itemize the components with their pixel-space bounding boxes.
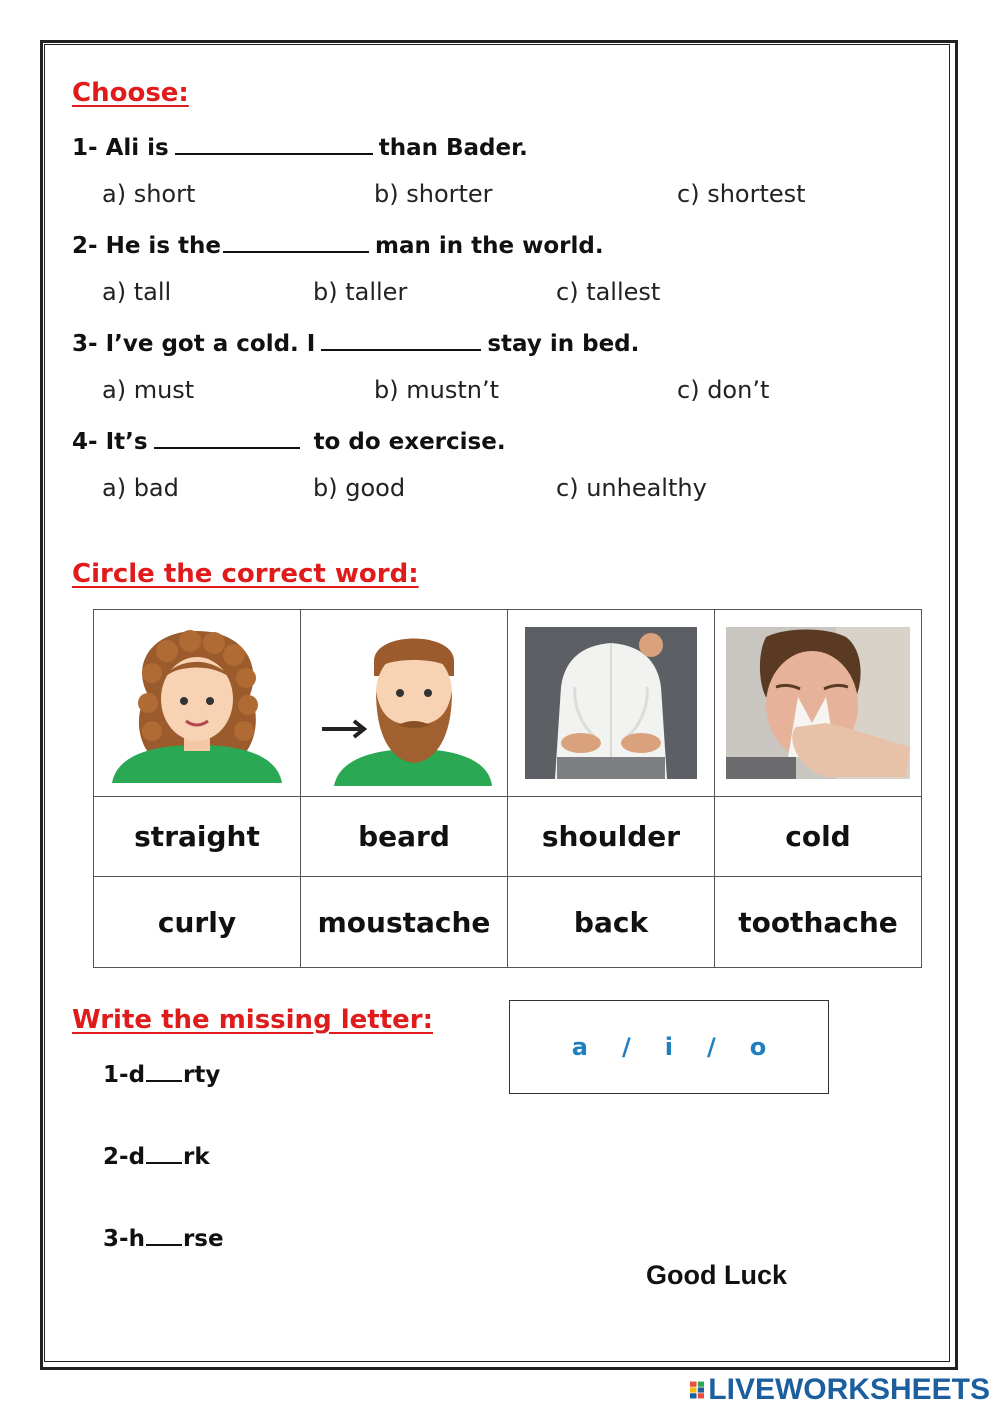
word-curly[interactable]: curly bbox=[94, 877, 301, 968]
question-2 bbox=[72, 231, 604, 259]
letter-blank[interactable] bbox=[146, 1224, 182, 1246]
letter-blank[interactable] bbox=[146, 1142, 182, 1164]
letter-a[interactable]: a bbox=[571, 1033, 588, 1061]
answer-blank[interactable] bbox=[175, 133, 373, 155]
option-a[interactable]: a) tall bbox=[102, 278, 172, 306]
word-toothache[interactable]: toothache bbox=[715, 877, 922, 968]
question-number: 4- bbox=[72, 429, 98, 455]
letter-o[interactable]: o bbox=[749, 1033, 767, 1061]
letter-separator: / bbox=[621, 1033, 631, 1061]
word-end: rty bbox=[183, 1062, 221, 1088]
option-a[interactable]: a) short bbox=[102, 180, 196, 208]
circle-heading: Circle the correct word: bbox=[72, 559, 419, 589]
option-b[interactable]: b) mustn’t bbox=[374, 376, 499, 404]
good-luck-text: Good Luck bbox=[646, 1260, 787, 1290]
letter-bank-box bbox=[509, 1000, 829, 1094]
sneezing-boy-photo-icon bbox=[726, 627, 910, 779]
curly-hair-woman-icon bbox=[112, 623, 282, 783]
picture-cell bbox=[715, 610, 922, 797]
question-text: to do exercise. bbox=[313, 429, 506, 455]
option-a[interactable]: a) must bbox=[102, 376, 195, 404]
word-shoulder[interactable]: shoulder bbox=[508, 797, 715, 877]
answer-blank[interactable] bbox=[321, 329, 481, 351]
brand-name[interactable]: LIVEWORKSHEETS bbox=[708, 1373, 990, 1406]
word-start: d bbox=[128, 1062, 146, 1088]
answer-blank[interactable] bbox=[154, 427, 300, 449]
question-4 bbox=[72, 427, 506, 455]
question-3 bbox=[72, 329, 639, 357]
choose-heading: Choose: bbox=[72, 78, 189, 108]
liveworksheets-logo bbox=[690, 1372, 990, 1408]
question-text: stay in bed. bbox=[487, 331, 640, 357]
question-number: 2- bbox=[72, 233, 98, 259]
word-start: d bbox=[128, 1144, 146, 1170]
word-start: h bbox=[128, 1226, 145, 1252]
question-text: I’ve got a cold. I bbox=[105, 331, 316, 357]
option-c[interactable]: c) tallest bbox=[556, 278, 661, 306]
question-text: It’s bbox=[105, 429, 148, 455]
question-text: He is the bbox=[105, 233, 221, 259]
letter-i[interactable]: i bbox=[664, 1033, 673, 1061]
option-b[interactable]: b) taller bbox=[313, 278, 408, 306]
option-c[interactable]: c) unhealthy bbox=[556, 474, 707, 502]
missing-item-2 bbox=[103, 1142, 210, 1170]
liveworksheets-blocks-icon bbox=[690, 1377, 704, 1403]
word-cold[interactable]: cold bbox=[715, 797, 922, 877]
question-text: Ali is bbox=[105, 135, 169, 161]
bearded-man-icon bbox=[314, 621, 494, 786]
missing-letter-heading: Write the missing letter: bbox=[72, 1005, 433, 1035]
question-text: man in the world. bbox=[374, 233, 604, 259]
item-number: 3- bbox=[103, 1226, 129, 1252]
word-beard[interactable]: beard bbox=[301, 797, 508, 877]
word-back[interactable]: back bbox=[508, 877, 715, 968]
letter-blank[interactable] bbox=[146, 1060, 182, 1082]
item-number: 2- bbox=[103, 1144, 129, 1170]
picture-cell bbox=[508, 610, 715, 797]
picture-cell bbox=[301, 610, 508, 797]
question-number: 3- bbox=[72, 331, 98, 357]
back-pain-photo-icon bbox=[525, 627, 697, 779]
word-end: rk bbox=[183, 1144, 210, 1170]
missing-item-1 bbox=[103, 1060, 220, 1088]
answer-blank[interactable] bbox=[223, 231, 369, 253]
word-table bbox=[93, 609, 922, 968]
option-a[interactable]: a) bad bbox=[102, 474, 179, 502]
item-number: 1- bbox=[103, 1062, 129, 1088]
option-b[interactable]: b) shorter bbox=[374, 180, 493, 208]
letter-separator: / bbox=[706, 1033, 716, 1061]
picture-cell bbox=[94, 610, 301, 797]
option-c[interactable]: c) don’t bbox=[677, 376, 770, 404]
option-b[interactable]: b) good bbox=[313, 474, 406, 502]
question-text: than Bader. bbox=[378, 135, 528, 161]
question-number: 1- bbox=[72, 135, 98, 161]
word-moustache[interactable]: moustache bbox=[301, 877, 508, 968]
missing-item-3 bbox=[103, 1224, 224, 1252]
question-1 bbox=[72, 133, 528, 161]
option-c[interactable]: c) shortest bbox=[677, 180, 806, 208]
word-end: rse bbox=[182, 1226, 224, 1252]
word-straight[interactable]: straight bbox=[94, 797, 301, 877]
